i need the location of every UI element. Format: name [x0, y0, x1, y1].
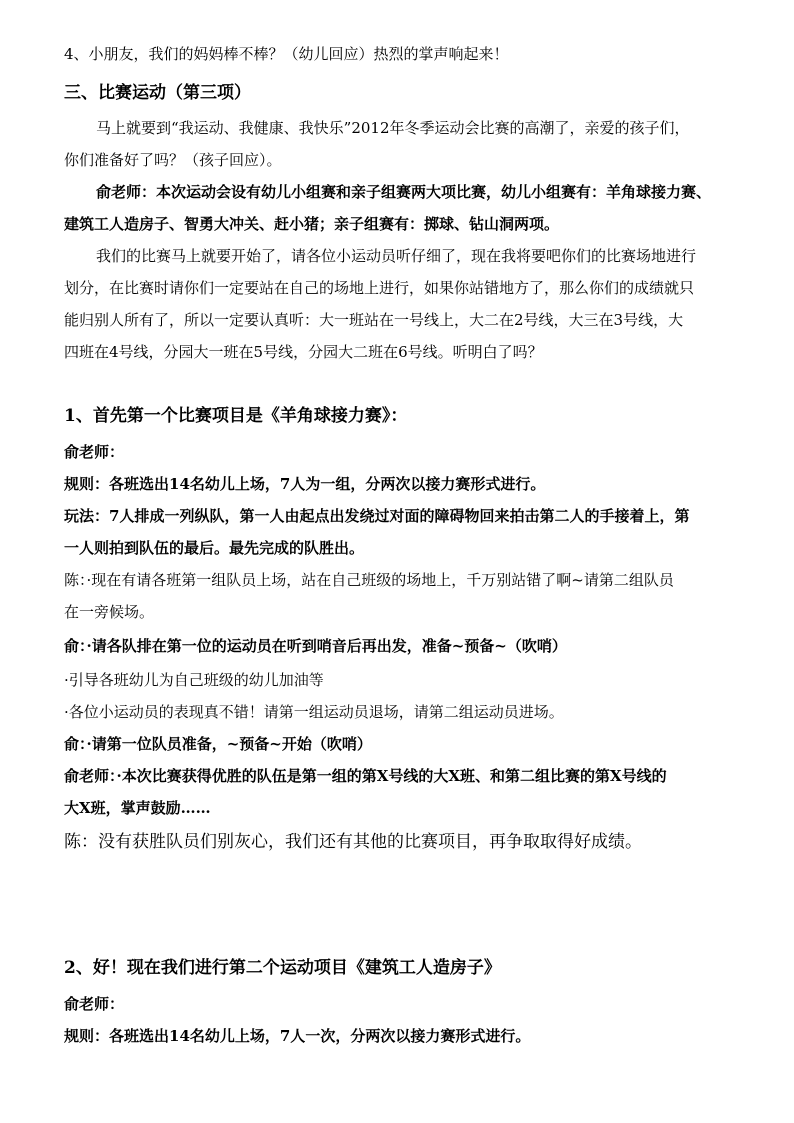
paragraph-line: 能归别人所有了，所以一定要认真听：大一班站在一号线上，大二在2号线，大三在3号线，大: [64, 311, 684, 329]
paragraph-line: 一人则拍到队伍的最后。最先完成的队胜出。: [64, 539, 365, 557]
paragraph-line: 我们的比赛马上就要开始了，请各位小运动员听仔细了，现在我将要吧你们的比赛场地进行: [96, 247, 697, 265]
paragraph-line: 在一旁候场。: [64, 603, 155, 621]
paragraph-line: 玩法：7人排成一列纵队，第一人由起点出发绕过对面的障碍物回来拍击第二人的手接着上，第: [64, 507, 690, 525]
paragraph-line: 俞：·请各队排在第一位的运动员在听到哨音后再出发，准备~预备~（吹哨）: [64, 637, 567, 655]
paragraph-line: 规则：各班选出14名幼儿上场，7人为一组，分两次以接力赛形式进行。: [64, 475, 546, 493]
paragraph-line: 陈：·现在有请各班第一组队员上场，站在自己班级的场地上，千万别站错了啊~请第二组队员: [64, 571, 674, 589]
section-heading: 2、好！现在我们进行第二个运动项目《建筑工人造房子》: [64, 958, 501, 978]
paragraph-line: 建筑工人造房子、智勇大冲关、赶小猪；亲子组赛有：掷球、钻山洞两项。: [64, 215, 560, 233]
paragraph-line: 你们准备好了吗？（孩子回应）。: [64, 151, 282, 169]
paragraph-line: 俞老师：: [64, 443, 125, 461]
paragraph-line: 俞老师：: [64, 995, 125, 1013]
section-heading: 三、比赛运动（第三项）: [64, 83, 251, 103]
paragraph-line: 俞：·请第一位队员准备，~预备~开始（吹哨）: [64, 735, 372, 753]
paragraph-line: ·引导各班幼儿为自己班级的幼儿加油等: [64, 671, 324, 689]
paragraph-line: 4、小朋友，我们的妈妈棒不棒？（幼儿回应）热烈的掌声响起来！: [64, 45, 509, 63]
paragraph-line: 俞老师：·本次比赛获得优胜的队伍是第一组的第X号线的大X班、和第二组比赛的第X号线的: [64, 767, 667, 785]
paragraph-line: 陈：没有获胜队员们别灰心，我们还有其他的比赛项目，再争取取得好成绩。: [64, 832, 642, 852]
paragraph-line: 马上就要到“我运动、我健康、我快乐”2012年冬季运动会比赛的高潮了，亲爱的孩子们，: [96, 119, 690, 137]
paragraph-line: 四班在4号线，分园大一班在5号线，分园大二班在6号线。听明白了吗？: [64, 343, 543, 361]
section-heading: 1、首先第一个比赛项目是《羊角球接力赛》：: [64, 406, 408, 426]
paragraph-line: 规则：各班选出14名幼儿上场，7人一次，分两次以接力赛形式进行。: [64, 1027, 531, 1045]
paragraph-line: 划分，在比赛时请你们一定要站在自己的场地上进行，如果你站错地方了，那么你们的成绩就只: [64, 279, 695, 297]
paragraph-line: 俞老师：本次运动会设有幼儿小组赛和亲子组赛两大项比赛，幼儿小组赛有：羊角球接力赛、: [96, 183, 712, 201]
paragraph-line: ·各位小运动员的表现真不错！请第一组运动员退场，请第二组运动员进场。: [64, 703, 564, 721]
paragraph-line: 大X班，掌声鼓励……: [64, 799, 211, 817]
